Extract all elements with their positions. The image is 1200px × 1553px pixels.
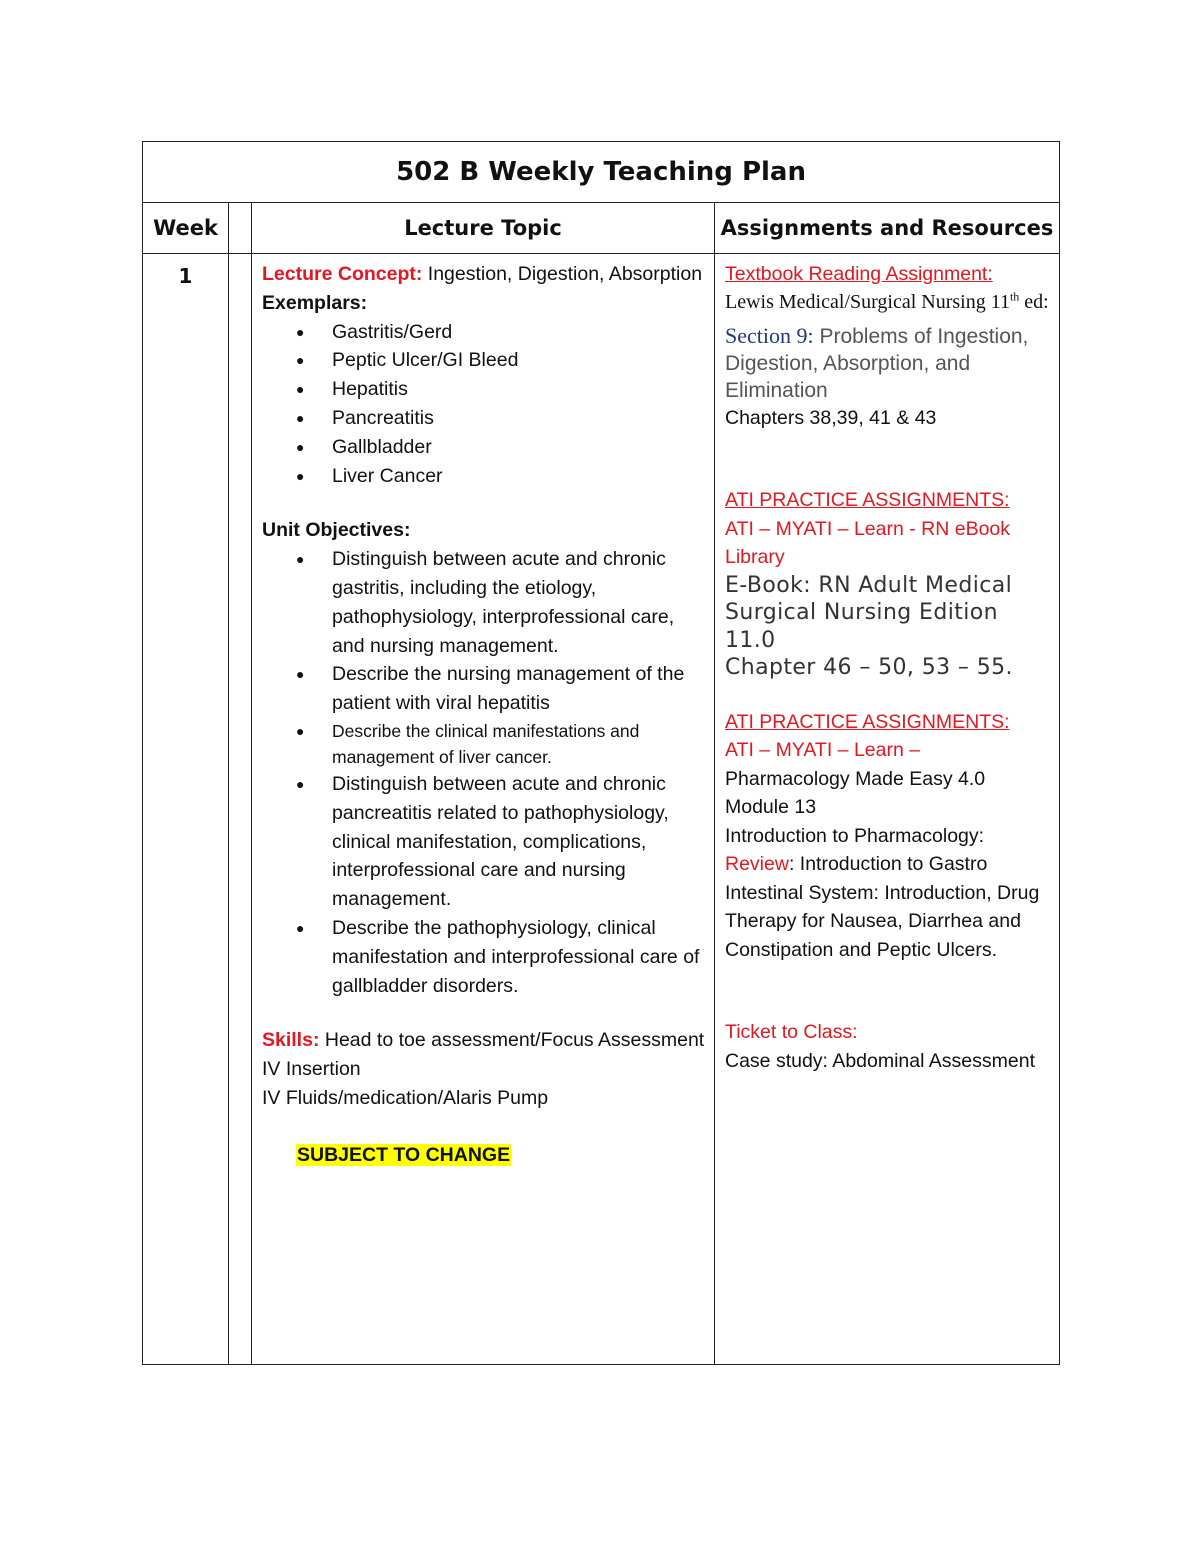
page-title: 502 B Weekly Teaching Plan (143, 142, 1060, 203)
spacer (725, 964, 1051, 1018)
unit-objectives-label: Unit Objectives: (262, 519, 411, 542)
subject-to-change-notice: SUBJECT TO CHANGE (297, 1143, 511, 1166)
lecture-concept-text: Ingestion, Digestion, Absorption (422, 263, 703, 285)
section-label: Section 9: (725, 322, 814, 348)
list-item: ● Pancreatitis (332, 404, 706, 433)
pharm-module: Pharmacology Made Easy 4.0 Module 13 (725, 767, 986, 818)
assignments-cell (715, 254, 1060, 1365)
list-item: ● Distinguish between acute and chronic gastritis, including the etiology, pathophysiology, interprofessional care, and nursing management. (332, 545, 706, 660)
textbook-reading-label: Textbook Reading Assignment: (725, 263, 993, 285)
ticket-label: Ticket to Class: (725, 1021, 858, 1043)
textbook-sup: th (1009, 288, 1020, 303)
spacer (262, 1000, 706, 1026)
list-item: ● Gallbladder (332, 433, 706, 462)
notice-wrap (262, 1141, 706, 1170)
section-text: Problems of Ingestion, Digestion, Absorption, and Elimination (725, 324, 1029, 402)
review-text: : Introduction to Gastro Intestinal System: Introduction, Drug Therapy for Nausea, Diarrhea and Constipation and Peptic Ulcers. (725, 853, 1040, 961)
textbook-title: Lewis Medical/Surgical Nursing 11 (725, 290, 1010, 313)
header-assignments: Assignments and Resources (715, 203, 1060, 254)
ati-practice-label-2: ATI PRACTICE ASSIGNMENTS: (725, 710, 1010, 733)
skills-label: Skills: (262, 1029, 320, 1052)
list-item: ● Liver Cancer (332, 462, 706, 491)
skill-item: IV Insertion (262, 1058, 361, 1081)
list-item: ● Peptic Ulcer/GI Bleed (332, 346, 706, 375)
textbook-suffix: ed: (1019, 290, 1049, 313)
textbook-name (725, 289, 1051, 316)
week-number: 1 (143, 254, 229, 1365)
list-item: ● Describe the pathophysiology, clinical manifestation and interprofessional care of gallbladder disorders. (332, 914, 706, 1000)
spacer (725, 432, 1051, 486)
ebook-chapters: Chapter 46 – 50, 53 – 55. (725, 655, 1013, 680)
spacer (262, 1113, 706, 1141)
exemplars-label: Exemplars: (262, 291, 368, 314)
list-item: ● Describe the clinical manifestations and management of liver cancer. (332, 718, 706, 770)
lecture-topic-cell (252, 254, 715, 1365)
pharm-intro: Introduction to Pharmacology: (725, 824, 985, 847)
header-week: Week (143, 203, 229, 254)
list-item: ● Hepatitis (332, 375, 706, 404)
header-spacer (229, 203, 252, 254)
list-item: ● Gastritis/Gerd (332, 318, 706, 347)
header-lecture-topic: Lecture Topic (252, 203, 715, 254)
teaching-plan-table (142, 141, 1060, 1365)
skill-item: IV Fluids/medication/Alaris Pump (262, 1086, 549, 1109)
list-item: ● Distinguish between acute and chronic pancreatitis related to pathophysiology, clinical manifestation, complications, interprofessional care and nursing management. (332, 770, 706, 914)
chapters: Chapters 38,39, 41 & 43 (725, 406, 937, 429)
review-label: Review (725, 853, 789, 875)
lecture-concept (262, 260, 706, 289)
list-item: ● Describe the nursing management of the patient with viral hepatitis (332, 660, 706, 718)
spacer (725, 682, 1051, 708)
ebook-title: E-Book: RN Adult Medical Surgical Nursing Edition 11.0 (725, 572, 1013, 653)
ticket-text: Case study: Abdominal Assessment (725, 1049, 1035, 1072)
spacer (262, 490, 706, 516)
section-9 (725, 322, 1051, 404)
row-spacer (229, 254, 252, 1365)
ati-practice-label-1: ATI PRACTICE ASSIGNMENTS: (725, 489, 1010, 511)
review (725, 850, 1051, 964)
ati-path-1: ATI – MYATI – Learn - RN eBook Library (725, 517, 1011, 568)
lecture-concept-label: Lecture Concept: (262, 263, 423, 285)
objectives-list (262, 545, 706, 1000)
skills (262, 1026, 706, 1055)
ati-path-2: ATI – MYATI – Learn – (725, 739, 921, 761)
exemplars-list (262, 318, 706, 491)
skills-text: Head to toe assessment/Focus Assessment (319, 1029, 705, 1052)
